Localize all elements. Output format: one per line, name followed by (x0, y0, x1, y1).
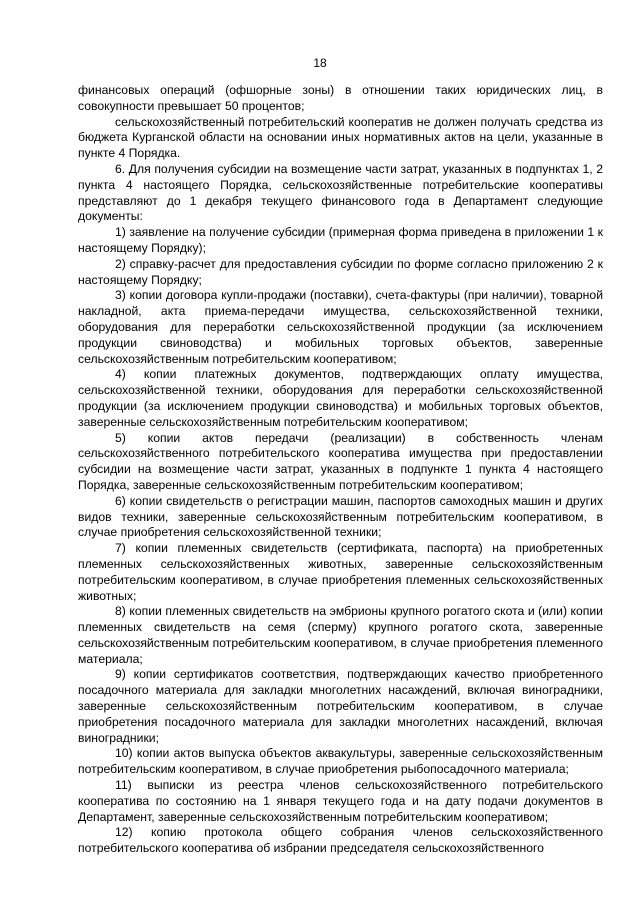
list-item-8-embryo-certificates: 8) копии племенных свидетельств на эмбрионы крупного рогатого скота и (или) копии племенных свидетельств на семя (сперму) крупного рогатого скота, заверенные сельскохозяйственным потребительским кооперативом, в случае приобретения племенного материала; (78, 604, 603, 666)
paragraph-offshore-continuation: финансовых операций (офшорные зоны) в отношении таких юридических лиц, в совокупности превышает 50 процентов; (78, 83, 603, 113)
list-item-4-payment-documents: 4) копии платежных документов, подтверждающих оплату имущества, сельскохозяйственной техники, оборудования для переработки сельскохозяйственной продукции (за исключением продукции свиноводства) и мобильных торговых объектов, заверенные сельскохозяйственным потребительским кооперативом; (78, 367, 603, 429)
list-item-2-calculation: 2) справку-расчет для предоставления субсидии по форме согласно приложению 2 к настоящему Порядку; (78, 256, 603, 287)
list-item-7-breeding-certificates: 7) копии племенных свидетельств (сертификата, паспорта) на приобретенных племенных сельскохозяйственных животных, заверенные сельскохозяйственным потребительским кооперативом, в случае приобретения племенных сельскохозяйственных животных; (78, 541, 603, 603)
paragraph-item-6-documents-list: 6. Для получения субсидии на возмещение части затрат, указанных в подпунктах 1, 2 пункта 4 настоящего Порядка, сельскохозяйственные потребительские кооперативы представляют до 1 декабря текущего финансового года в Департамент следующие документы: (78, 161, 603, 224)
list-item-3-contract-copies: 3) копии договора купли-продажи (поставки), счета-фактуры (при наличии), товарной накладной, акта приема-передачи имущества, сельскохозяйственной техники, оборудования для переработки сельскохозяйственной продукции (за исключением продукции свиноводства) и мобильных торговых объектов, заверенные сельскохозяйственным потребительским кооперативом; (78, 288, 603, 366)
list-item-12-meeting-protocol: 12) копию протокола общего собрания членов сельскохозяйственного потребительского кооператива об избрании председателя сельскохозяйственного (78, 825, 603, 856)
page-number: 18 (313, 56, 327, 70)
list-item-10-aquaculture-acts: 10) копии актов выпуска объектов аквакультуры, заверенные сельскохозяйственным потребительским кооперативом, в случае приобретения рыбопосадочного материала; (78, 746, 603, 777)
paragraph-no-other-budget-funds: сельскохозяйственный потребительский кооператив не должен получать средства из бюджета Курганской области на основании иных нормативных актов на цели, указанные в пункте 4 Порядка. (78, 114, 603, 161)
list-item-6-machine-registration: 6) копии свидетельств о регистрации машин, паспортов самоходных машин и других видов техники, заверенные сельскохозяйственным потребительским кооперативом, в случае приобретения сельскохозяйственной техники; (78, 493, 603, 540)
list-item-11-member-register: 11) выписки из реестра членов сельскохозяйственного потребительского кооператива по состоянию на 1 января текущего года и на дату подачи документов в Департамент, заверенные сельскохозяйственным потребительским кооперативом; (78, 778, 603, 824)
list-item-5-transfer-acts: 5) копии актов передачи (реализации) в собственность членам сельскохозяйственного потребительского кооператива имущества при предоставлении субсидии на возмещение части затрат, указанных в подпункте 1 пункта 4 настоящего Порядка, заверенные сельскохозяйственным потребительским кооперативом; (78, 430, 603, 492)
list-item-1-application: 1) заявление на получение субсидии (примерная форма приведена в приложении 1 к настоящему Порядку); (78, 225, 603, 255)
document-body (78, 83, 603, 857)
list-item-9-conformity-certificates: 9) копии сертификатов соответствия, подтверждающих качество приобретенного посадочного материала для закладки многолетних насаждений, включая виноградники, заверенные сельскохозяйственным потребительским кооперативом, в случае приобретения посадочного материала для закладки многолетних насаждений, включая виноградники; (78, 667, 603, 745)
